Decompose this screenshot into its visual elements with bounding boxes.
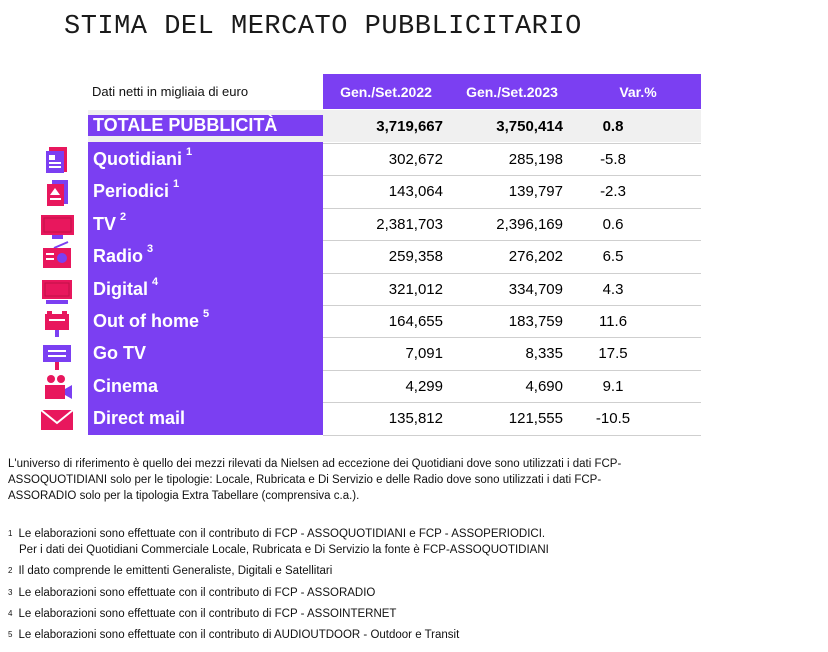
row-label (93, 211, 127, 235)
value-var: -2.3 (600, 183, 626, 200)
footnote-number: 5 (8, 630, 13, 639)
value-var: 17.5 (598, 345, 628, 362)
footnote-number: 1 (8, 529, 13, 538)
row-label (93, 308, 210, 332)
row-footnote-ref: 3 (147, 243, 154, 255)
footnote-text: Il dato comprende le emittenti Generaliste, Digitali e Satellitari (18, 565, 333, 577)
value-2022: 143,064 (388, 183, 443, 200)
tv-icon (40, 212, 74, 240)
table-row (88, 175, 701, 207)
value-2023: 121,555 (508, 410, 563, 427)
value-2023: 285,198 (508, 151, 563, 168)
value-2022: 302,672 (388, 151, 443, 168)
row-label (93, 243, 154, 267)
value-var: 4.3 (602, 281, 624, 298)
row-separator (323, 370, 701, 371)
row-separator (323, 305, 701, 306)
row-separator (323, 143, 701, 144)
value-2023: 139,797 (508, 183, 563, 200)
row-label-text: Out of home (93, 311, 199, 331)
universe-note-line: ASSOQUOTIDIANI solo per le tipologie: Locale, Rubricata e Di Servizio e delle Radio dove sono utilizzati i dati FCP- (8, 474, 602, 486)
row-label-text: Go TV (93, 343, 146, 363)
page-title: STIMA DEL MERCATO PUBBLICITARIO (64, 12, 582, 42)
row-label (93, 408, 189, 429)
movie-camera-icon (40, 373, 74, 401)
value-2022: 164,655 (388, 313, 443, 330)
value-var: 11.6 (598, 313, 628, 330)
footnote-5 (8, 627, 459, 643)
table-row (88, 370, 701, 402)
row-separator (323, 402, 701, 403)
row-label-text: Periodici (93, 181, 170, 201)
total-row (88, 110, 701, 142)
row-separator (323, 240, 701, 241)
table-row (88, 240, 701, 272)
row-footnote-ref: 2 (120, 211, 127, 223)
footnote-4 (8, 606, 396, 622)
row-label (93, 178, 180, 202)
row-label (93, 146, 193, 170)
row-label-text: Digital (93, 279, 149, 299)
value-var: 9.1 (602, 378, 624, 395)
table-row (88, 402, 701, 434)
column-header-var: Var.% (619, 84, 657, 100)
row-label (93, 343, 150, 364)
row-separator (323, 337, 701, 338)
radio-icon (40, 241, 74, 269)
table-row (88, 273, 701, 305)
row-label (93, 376, 162, 397)
envelope-icon (40, 406, 74, 434)
row-separator (323, 435, 701, 436)
row-label-text: Radio (93, 246, 144, 266)
footnote-1 (8, 526, 549, 558)
row-separator (323, 175, 701, 176)
row-footnote-ref: 5 (203, 308, 210, 320)
footnote-3 (8, 585, 375, 601)
unit-note: Dati netti in migliaia di euro (92, 84, 249, 99)
footnote-number: 2 (8, 566, 13, 575)
newspaper-icon (40, 146, 74, 174)
column-header-2022: Gen./Set.2022 (340, 84, 432, 100)
row-separator (323, 273, 701, 274)
footnote-text: Per i dati dei Quotidiani Commerciale Locale, Rubricata e Di Servizio la fonte è FCP-ASSOQUOTIDIANI (19, 544, 549, 556)
row-footnote-ref: 1 (173, 178, 180, 190)
table-row (88, 337, 701, 369)
row-label-text: Direct mail (93, 408, 186, 428)
table-row (88, 143, 701, 175)
row-label-text: Cinema (93, 376, 159, 396)
total-2023: 3,750,414 (496, 118, 563, 135)
value-2022: 259,358 (388, 248, 443, 265)
universe-note-line: L'universo di riferimento è quello dei mezzi rilevati da Nielsen ad eccezione dei Quotidiani dove sono utilizzati i dati FCP- (8, 458, 622, 470)
table-row (88, 305, 701, 337)
row-footnote-ref: 1 (186, 146, 193, 158)
value-2023: 2,396,169 (496, 216, 563, 233)
value-var: 6.5 (602, 248, 624, 265)
row-label-text: TV (93, 214, 117, 234)
footnote-number: 4 (8, 609, 13, 618)
value-2023: 334,709 (508, 281, 563, 298)
value-2022: 7,091 (405, 345, 443, 362)
value-2023: 8,335 (525, 345, 563, 362)
value-2023: 4,690 (525, 378, 563, 395)
value-var: 0.6 (602, 216, 624, 233)
column-header-2023: Gen./Set.2023 (466, 84, 558, 100)
row-separator (323, 208, 701, 209)
total-var: 0.8 (602, 118, 624, 135)
total-label: TOTALE PUBBLICITÀ (88, 115, 323, 136)
value-2022: 321,012 (388, 281, 443, 298)
universe-note-line: ASSORADIO solo per la tipologia Extra Tabellare (comprensiva c.a.). (8, 490, 360, 502)
screen-sign-icon (40, 343, 74, 371)
total-2022: 3,719,667 (376, 118, 443, 135)
billboard-icon (40, 310, 74, 338)
row-label (93, 276, 159, 300)
value-2023: 183,759 (508, 313, 563, 330)
row-label-text: Quotidiani (93, 149, 182, 169)
value-var: -5.8 (600, 151, 626, 168)
footnote-text: Le elaborazioni sono effettuate con il contributo di AUDIOUTDOOR - Outdoor e Transit (18, 629, 460, 641)
footnote-text: Le elaborazioni sono effettuate con il contributo di FCP - ASSOINTERNET (18, 608, 397, 620)
value-2023: 276,202 (508, 248, 563, 265)
value-2022: 135,812 (388, 410, 443, 427)
row-footnote-ref: 4 (152, 276, 159, 288)
footnote-2 (8, 563, 332, 579)
value-2022: 4,299 (405, 378, 443, 395)
footnote-text: Le elaborazioni sono effettuate con il contributo di FCP - ASSORADIO (18, 587, 376, 599)
footnote-text: Le elaborazioni sono effettuate con il contributo di FCP - ASSOQUOTIDIANI e FCP - ASSOPERIODICI. (18, 528, 546, 540)
table-row (88, 208, 701, 240)
footnote-number: 3 (8, 588, 13, 597)
monitor-icon (40, 278, 74, 306)
magazine-icon (40, 179, 74, 207)
universe-note (8, 456, 621, 504)
value-var: -10.5 (595, 410, 631, 427)
value-2022: 2,381,703 (376, 216, 443, 233)
